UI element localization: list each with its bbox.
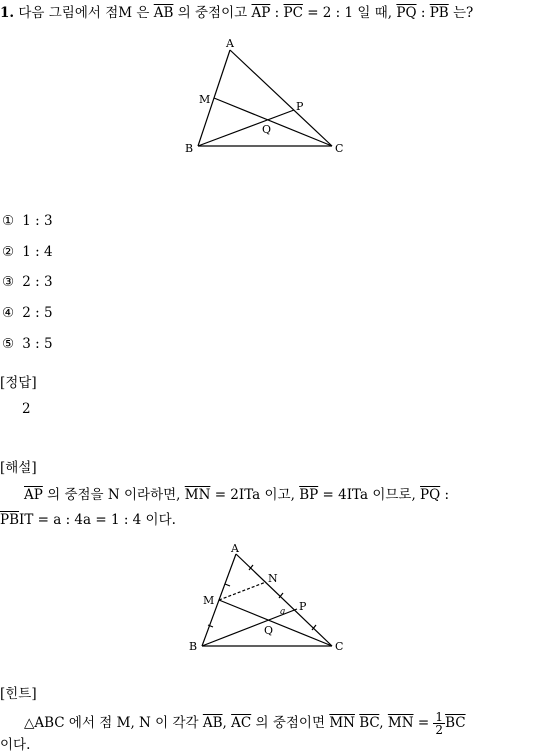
label-p: P	[299, 600, 307, 613]
answer-label: [정답]	[0, 375, 37, 391]
label-a: A	[231, 542, 239, 555]
segment-ab: $\overline{AB}$	[202, 715, 223, 731]
segment-pc: $\overline{PC}$	[283, 5, 303, 21]
label-p: P	[296, 100, 304, 113]
solution-text: = 2ITa 이고,	[214, 487, 295, 503]
option-text: 2 : 5	[22, 305, 53, 321]
triangle-figure-2	[180, 540, 356, 662]
segment-pq: $\overline{PQ}$	[420, 487, 441, 503]
answer-value: 2	[22, 401, 31, 417]
fraction-numerator: 1	[435, 710, 444, 724]
question-line	[0, 4, 473, 22]
segment-mn: $\overline{MN}$	[329, 715, 355, 731]
solution-text: :	[444, 487, 450, 503]
option-1[interactable]	[2, 212, 53, 230]
label-b: B	[189, 640, 198, 653]
option-2[interactable]	[2, 243, 53, 261]
segment-ap: $\overline{AP}$	[24, 487, 43, 503]
solution-text: IT = a : 4a = 1 : 4 이다.	[19, 512, 176, 528]
label-m: M	[203, 594, 215, 607]
segment-ap: $\overline{AP}$	[251, 5, 271, 21]
segment-bp	[198, 110, 294, 146]
option-text: 1 : 3	[22, 213, 53, 229]
segment-ac: $\overline{AC}$	[231, 715, 252, 731]
hint-text: ,	[379, 715, 384, 731]
ratio-colon: :	[420, 5, 426, 21]
segment-mc	[219, 600, 332, 646]
label-m: M	[199, 93, 211, 106]
question-number: 1.	[0, 5, 15, 21]
question-text: 다음 그림에서 점M 은	[18, 5, 150, 21]
option-3[interactable]	[2, 273, 53, 291]
solution-line-1	[24, 486, 534, 504]
label-c: C	[335, 142, 344, 155]
option-marker: ④	[2, 305, 15, 321]
segment-bc: $\overline{BC}$	[445, 715, 466, 731]
ratio-colon: :	[274, 5, 280, 21]
option-marker: ③	[2, 274, 15, 290]
solution-label: [해설]	[0, 460, 37, 476]
hint-label: [힌트]	[0, 686, 37, 702]
segment-bp: $\overline{BP}$	[299, 487, 319, 503]
question-text: 의 중점이고	[177, 5, 248, 21]
segment-ab: $\overline{AB}$	[153, 5, 174, 21]
option-5[interactable]	[2, 335, 53, 353]
segment-bc: $\overline{BC}$	[359, 715, 380, 731]
fraction-denominator: 2	[435, 723, 444, 737]
side-ac	[230, 50, 332, 146]
label-q: Q	[262, 123, 272, 136]
segment-pb: $\overline{PB}$	[0, 512, 20, 528]
option-4[interactable]	[2, 304, 53, 322]
equals-sign: =	[417, 715, 430, 731]
fraction-one-half	[433, 711, 445, 736]
label-b: B	[185, 142, 194, 155]
option-text: 1 : 4	[22, 244, 53, 260]
question-text: 는?	[453, 5, 474, 21]
option-marker: ①	[2, 213, 15, 229]
option-marker: ⑤	[2, 336, 15, 352]
label-a: A	[226, 37, 234, 50]
solution-text: 의 중점을 N 이라하면,	[47, 487, 181, 503]
tick-mark	[225, 584, 230, 586]
hint-text: ,	[222, 715, 227, 731]
triangle-figure-1	[178, 36, 354, 158]
hint-line-1	[24, 711, 534, 736]
hint-line-2: 이다.	[0, 737, 31, 753]
segment-mc	[214, 98, 332, 146]
segment-mn: $\overline{MN}$	[387, 715, 414, 731]
segment-pb: $\overline{PB}$	[429, 5, 449, 21]
option-marker: ②	[2, 244, 15, 260]
label-a-length: a	[280, 607, 286, 617]
hint-text: 의 중점이면	[255, 715, 326, 731]
solution-text: = 4ITa 이므로,	[322, 487, 416, 503]
label-n: N	[268, 572, 278, 585]
question-text: = 2 : 1 일 때,	[307, 5, 393, 21]
label-c: C	[335, 640, 344, 653]
segment-mn: $\overline{MN}$	[184, 487, 211, 503]
hint-text: △ABC 에서 점 M, N 이 각각	[24, 715, 199, 731]
option-text: 2 : 3	[22, 274, 53, 290]
segment-pq: $\overline{PQ}$	[396, 5, 417, 21]
option-text: 3 : 5	[22, 336, 53, 352]
solution-line-2	[0, 511, 176, 529]
label-q: Q	[264, 624, 274, 637]
